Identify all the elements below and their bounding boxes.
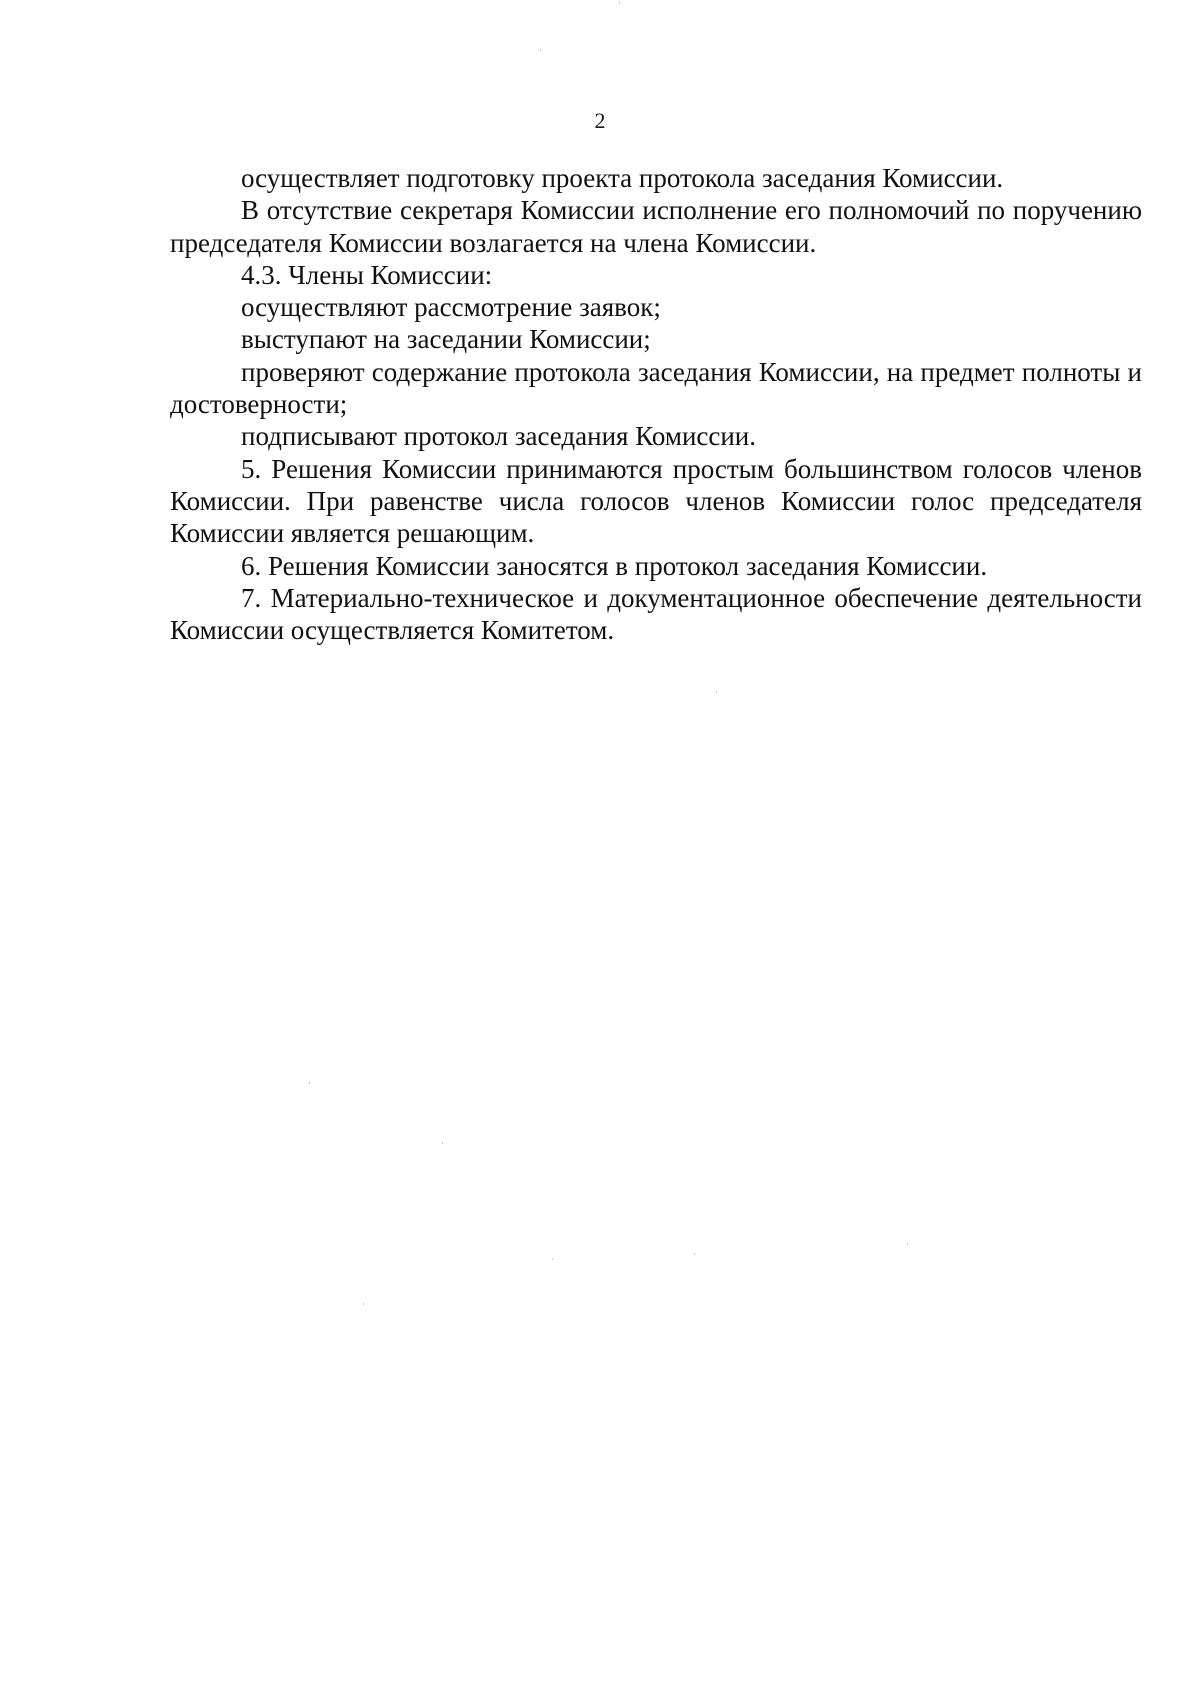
scan-speck (309, 1082, 310, 1084)
scan-speck (694, 1253, 695, 1255)
page-number: 2 (594, 108, 606, 133)
paragraph-members-review: осуществляют рассмотрение заявок; (241, 292, 661, 323)
paragraph-members-verify: проверяют содержание протокола заседания Комиссии, на предмет полноты и достоверности; (170, 356, 1142, 420)
paragraph-members-speak: выступают на заседании Комиссии; (241, 324, 651, 355)
scan-speck (716, 691, 717, 693)
paragraph-decisions-majority: 5. Решения Комиссии принимаются простым большинством голосов членов Комиссии. При равенстве числа голосов членов Комиссии голос председателя Комиссии является решающим. (170, 453, 1142, 549)
document-body (170, 162, 1142, 646)
scan-speck (363, 1303, 364, 1305)
paragraph-secretary-duty: осуществляет подготовку проекта протокола заседания Комиссии. (241, 163, 1004, 193)
paragraph-members-sign: подписывают протокол заседания Комиссии. (241, 421, 757, 452)
scan-speck (552, 1258, 553, 1260)
paragraph-secretary-absence: В отсутствие секретаря Комиссии исполнение его полномочий по поручению председателя Комиссии возлагается на члена Комиссии. (170, 195, 1142, 258)
scan-speck (907, 1243, 908, 1245)
scan-speck (442, 1142, 443, 1144)
scan-speck (540, 49, 541, 51)
paragraph-members-heading: 4.3. Члены Комиссии: (241, 259, 493, 290)
paragraph-support: 7. Материально-техническое и документационное обеспечение деятельности Комиссии осуществляется Комитетом. (170, 582, 1142, 646)
scan-speck (619, 2, 620, 4)
paragraph-decisions-recorded: 6. Решения Комиссии заносятся в протокол заседания Комиссии. (241, 550, 988, 581)
